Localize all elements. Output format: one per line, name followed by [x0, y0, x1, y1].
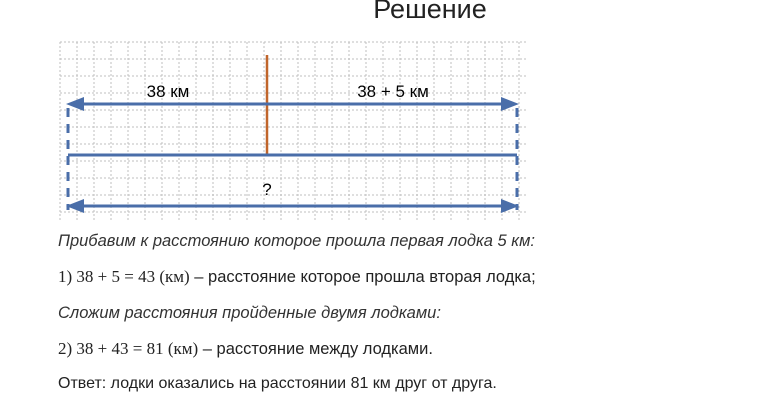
grid-background	[60, 42, 528, 222]
left-segment-label: 38 км	[146, 82, 190, 101]
step-2-expression: 2) 38 + 43 = 81 (км)	[58, 339, 199, 358]
bottom-arrow-right-head	[501, 199, 519, 213]
right-segment-label: 38 + 5 км	[357, 82, 429, 101]
bottom-arrow-left-head	[66, 199, 84, 213]
step-2-description: Сложим расстояния пройденные двумя лодками:	[58, 304, 441, 322]
answer-line: Ответ: лодки оказались на расстоянии 81 км друг от друга.	[58, 375, 497, 392]
page-title: Решение	[373, 0, 487, 24]
total-distance-label: ?	[262, 180, 272, 199]
step-1-result-text: – расстояние которое прошла вторая лодка;	[189, 268, 536, 286]
step-2-calculation	[58, 339, 433, 359]
step-1-description: Прибавим к расстоянию которое прошла первая лодка 5 км:	[58, 232, 535, 250]
step-1-calculation	[58, 267, 536, 287]
step-1-expression: 1) 38 + 5 = 43 (км)	[58, 267, 190, 286]
step-2-result-text: – расстояние между лодками.	[198, 340, 433, 358]
